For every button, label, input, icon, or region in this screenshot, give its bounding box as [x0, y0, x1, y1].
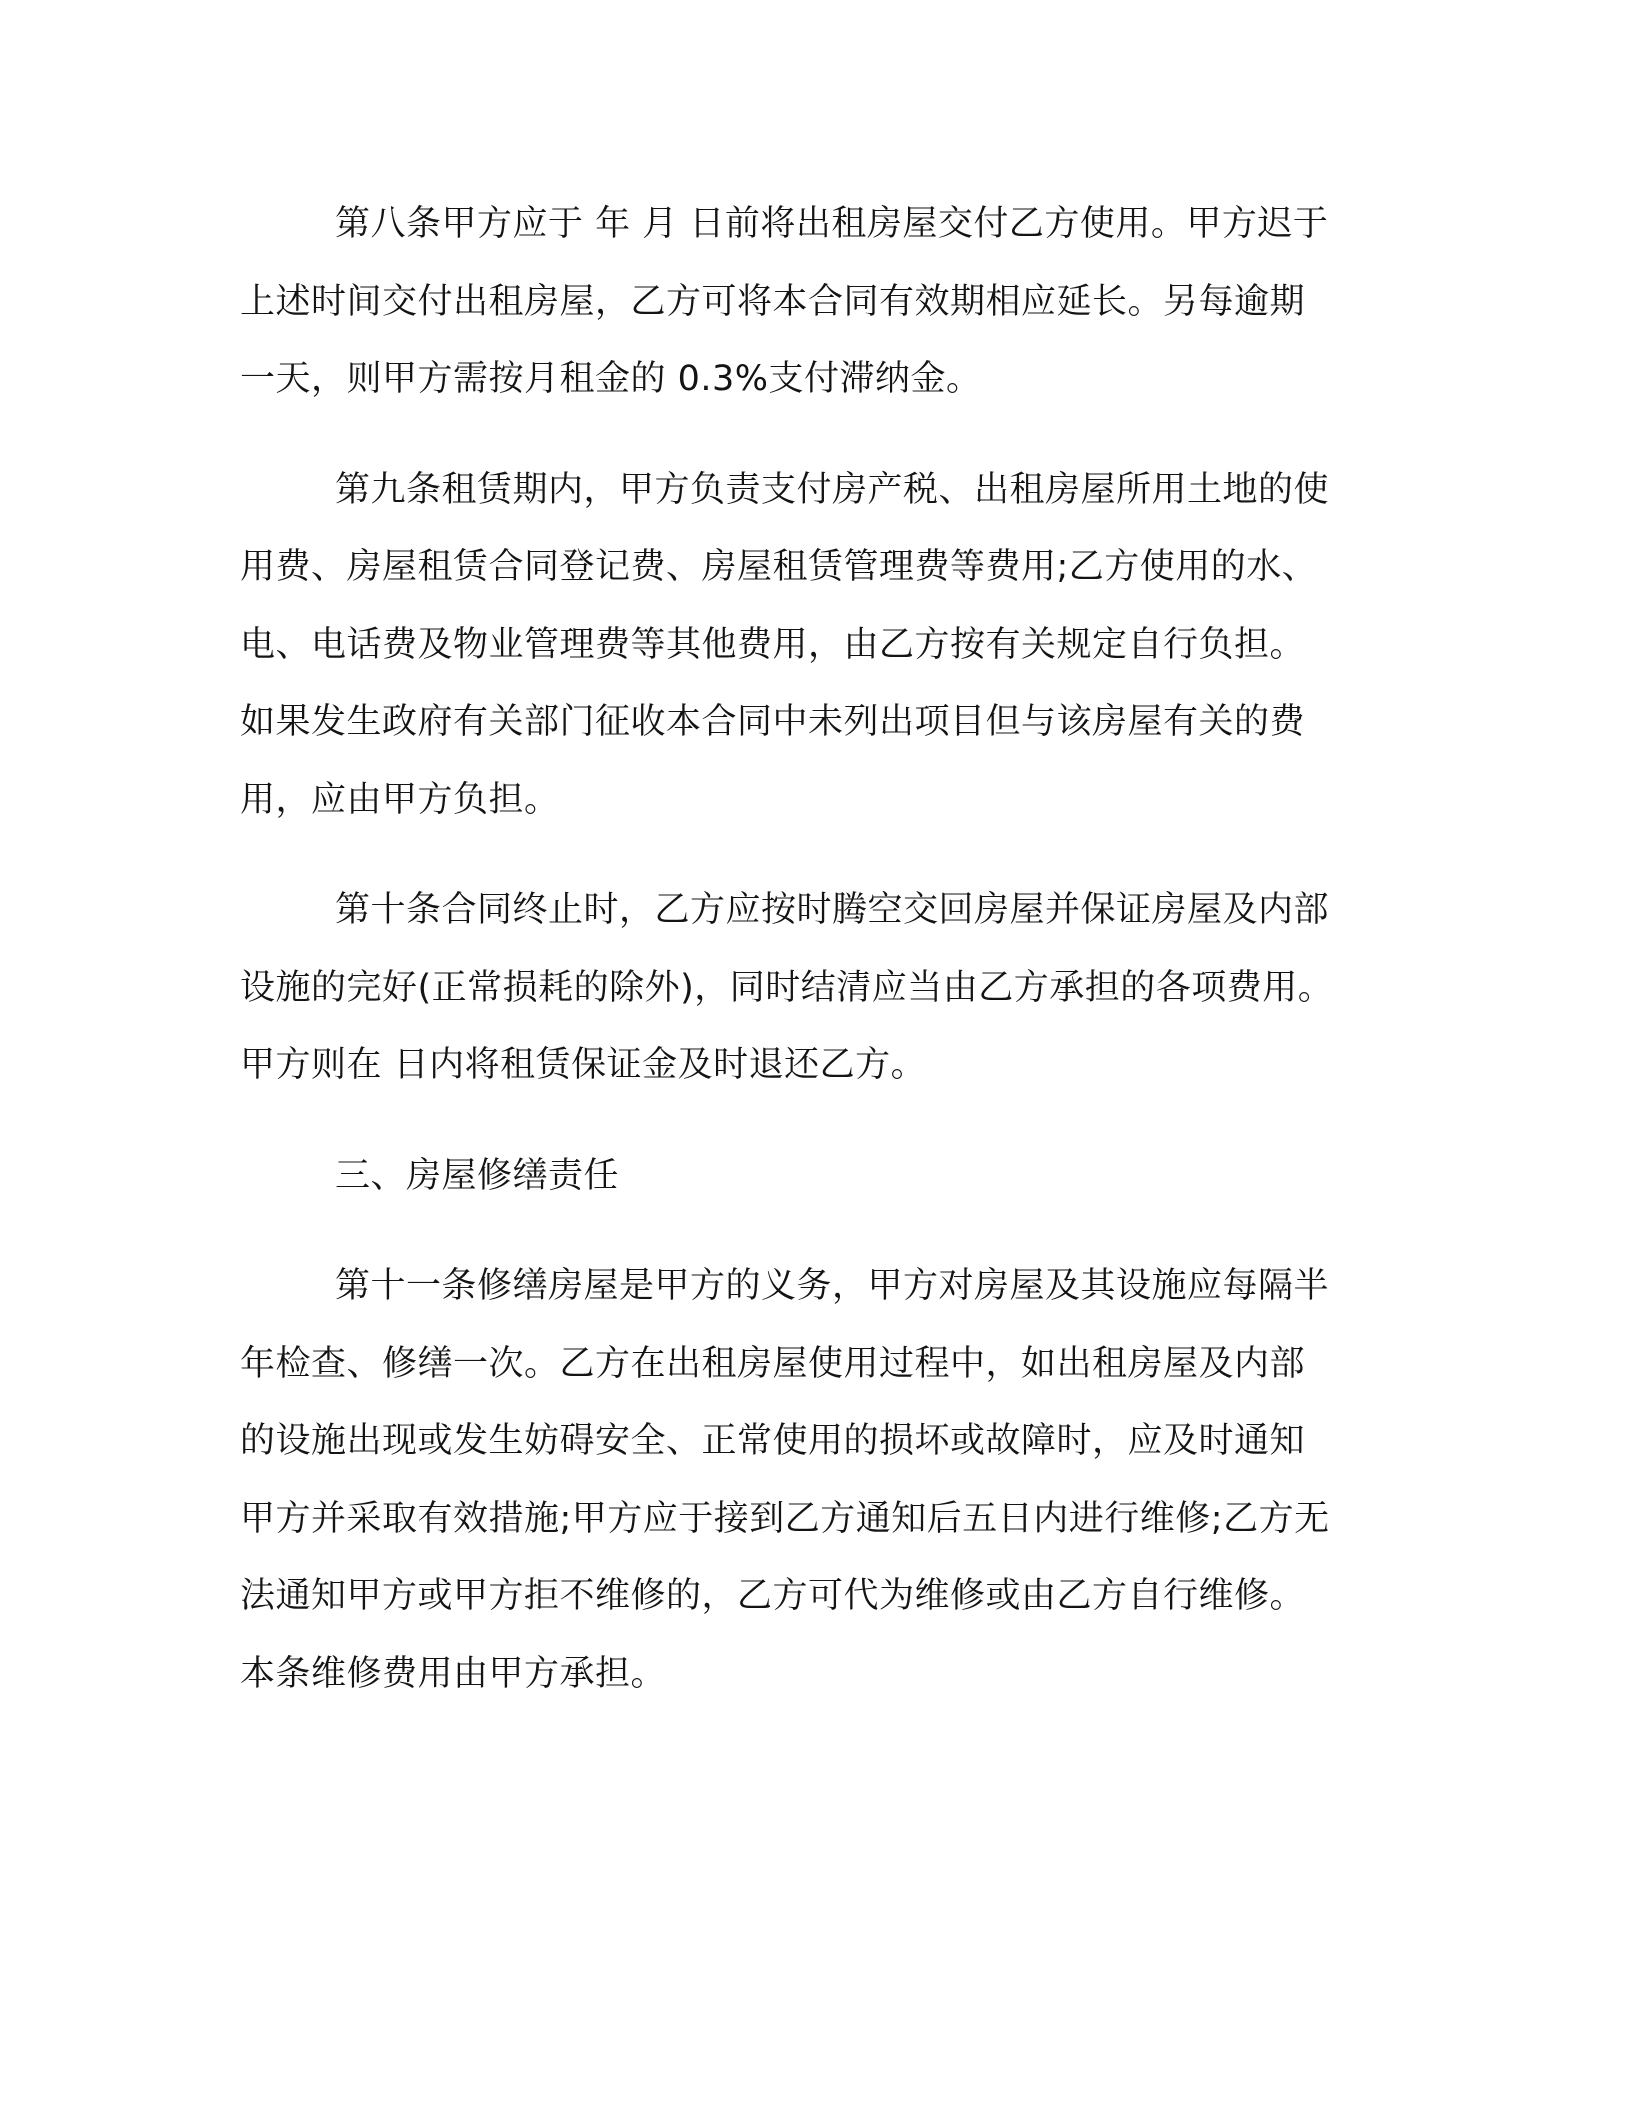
- paragraph-line: 第十一条修缮房屋是甲方的义务，甲方对房屋及其设施应每隔半: [335, 1266, 1330, 1306]
- paragraph-line: 法通知甲方或甲方拒不维修的，乙方可代为维修或由乙方自行维修。: [240, 1576, 1306, 1616]
- paragraph-line: 年检查、修缮一次。乙方在出租房屋使用过程中，如出租房屋及内部: [240, 1343, 1306, 1384]
- paragraph-article-9: [240, 452, 1390, 840]
- section-heading: 三、房屋修缮责任: [335, 1155, 620, 1196]
- paragraph-line: 本条维修费用由甲方承担。: [240, 1653, 667, 1694]
- paragraph-line: 用，应由甲方负担。: [240, 779, 560, 820]
- paragraph-line: 甲方则在 日内将租赁保证金及时退还乙方。: [240, 1045, 927, 1085]
- paragraph-article-10: [240, 872, 1390, 1105]
- paragraph-line: 上述时间交付出租房屋，乙方可将本合同有效期相应延长。另每逾期: [240, 281, 1306, 322]
- paragraph-line: 的设施出现或发生妨碍安全、正常使用的损坏或故障时，应及时通知: [240, 1421, 1306, 1461]
- paragraph-line: 甲方并采取有效措施;甲方应于接到乙方通知后五日内进行维修;乙方无: [240, 1498, 1330, 1539]
- paragraph-line: 一天，则甲方需按月租金的 0.3%支付滞纳金。: [240, 359, 982, 399]
- paragraph-article-11: [240, 1248, 1390, 1713]
- paragraph-line: 第十条合同终止时，乙方应按时腾空交回房屋并保证房屋及内部: [335, 890, 1330, 930]
- paragraph-article-8: [240, 186, 1390, 419]
- paragraph-line: 电、电话费及物业管理费等其他费用，由乙方按有关规定自行负担。: [240, 624, 1306, 665]
- paragraph-line: 第九条租赁期内，甲方负责支付房产税、出租房屋所用土地的使: [335, 469, 1330, 510]
- paragraph-line: 如果发生政府有关部门征收本合同中未列出项目但与该房屋有关的费: [240, 702, 1306, 742]
- document-page: [240, 186, 1390, 1746]
- paragraph-line: 用费、房屋租赁合同登记费、房屋租赁管理费等费用;乙方使用的水、: [240, 547, 1318, 587]
- paragraph-line: 第八条甲方应于 年 月 日前将出租房屋交付乙方使用。甲方迟于: [335, 204, 1329, 244]
- paragraph-line: 设施的完好(正常损耗的除外)，同时结清应当由乙方承担的各项费用。: [240, 967, 1334, 1008]
